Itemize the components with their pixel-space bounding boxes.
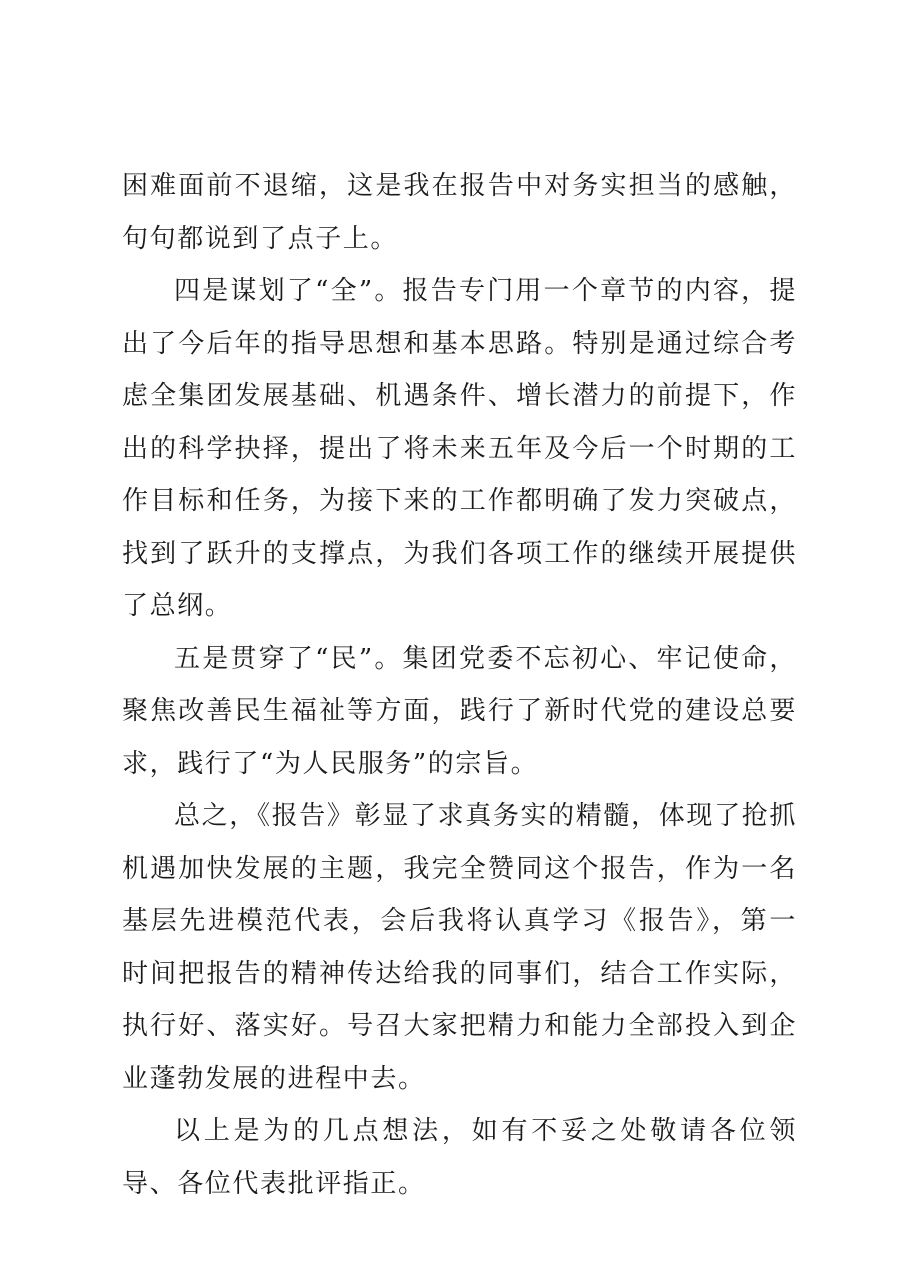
paragraph-continuation: 困难面前不退缩，这是我在报告中对务实担当的感触，句句都说到了点子上。	[122, 171, 797, 254]
paragraph-summary: 总之，《报告》彰显了求真务实的精髓，体现了抢抓机遇加快发展的主题，我完全赞同这个报告，作为一名基层先进模范代表，会后我将认真学习《报告》，第一时间把报告的精神传达给我的同事们，结合工作实际，执行好、落实好。号召大家把精力和能力全部投入到企业蓬勃发展的进程中去。	[122, 801, 797, 1094]
paragraph-point-five: 五是贯穿了“民”。集团党委不忘初心、牢记使命，聚焦改善民生福祉等方面，践行了新时代党的建设总要求，践行了“为人民服务”的宗旨。	[122, 643, 797, 779]
paragraph-closing: 以上是为的几点想法，如有不妥之处敬请各位领导、各位代表批评指正。	[122, 1116, 797, 1199]
document-body	[122, 160, 797, 1210]
paragraph-point-four: 四是谋划了“全”。报告专门用一个章节的内容，提出了今后年的指导思想和基本思路。特别是通过综合考虑全集团发展基础、机遇条件、增长潜力的前提下，作出的科学抉择，提出了将未来五年及今后一个时期的工作目标和任务，为接下来的工作都明确了发力突破点，找到了跃升的支撑点，为我们各项工作的继续开展提供了总纲。	[122, 276, 797, 621]
